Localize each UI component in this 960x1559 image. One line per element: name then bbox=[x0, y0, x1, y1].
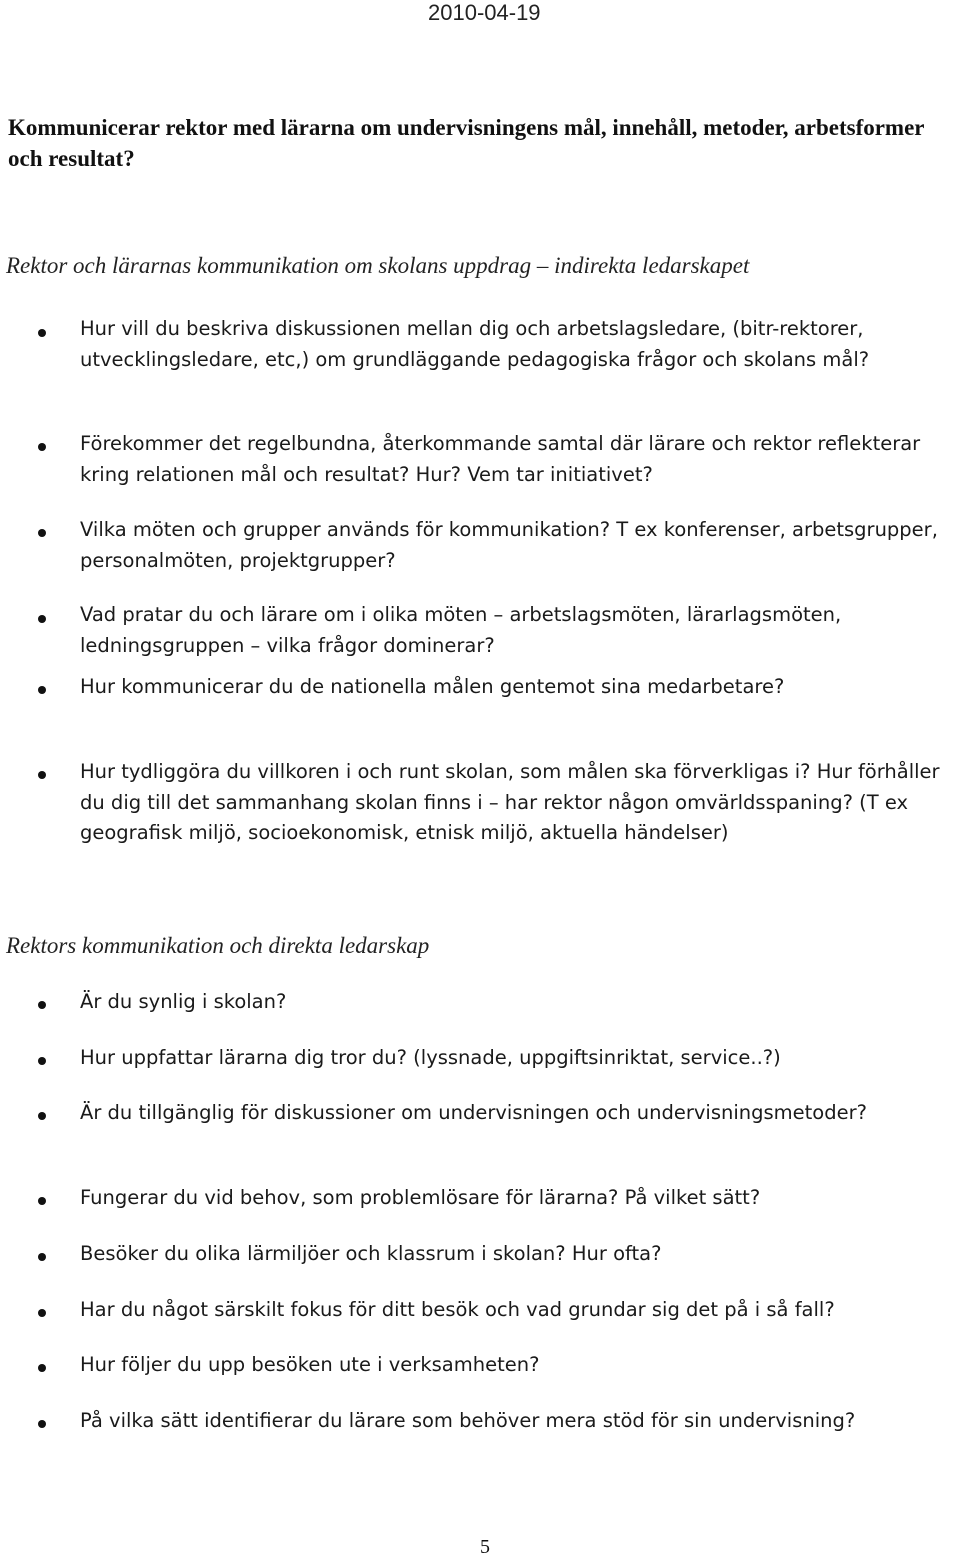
bullet-icon bbox=[38, 1197, 46, 1205]
list-item: Hur tydliggöra du villkoren i och runt skolan, som målen ska förverkligas i? Hur förhåller du dig till det sammanhang skolan finns i – har rektor någon omvärldsspaning? (T ex geografisk miljö, socioekonomisk, etnisk miljö, aktuella händelser) bbox=[80, 760, 940, 844]
page-number: 5 bbox=[480, 1536, 490, 1558]
header-date: 2010-04-19 bbox=[428, 0, 541, 25]
bullet-icon bbox=[38, 1112, 46, 1120]
list-item: Hur kommunicerar du de nationella målen gentemot sina medarbetare? bbox=[80, 675, 785, 698]
bullet-icon bbox=[38, 686, 46, 694]
section-heading-direct: Rektors kommunikation och direkta ledarskap bbox=[6, 933, 430, 958]
list-item: Vad pratar du och lärare om i olika möten – arbetslagsmöten, lärarlagsmöten, ledningsgruppen – vilka frågor dominerar? bbox=[80, 603, 842, 657]
main-question-heading: Kommunicerar rektor med lärarna om undervisningens mål, innehåll, metoder, arbetsformer och resultat? bbox=[8, 115, 925, 171]
list-item: Besöker du olika lärmiljöer och klassrum i skolan? Hur ofta? bbox=[80, 1242, 662, 1265]
section-heading-indirect: Rektor och lärarnas kommunikation om skolans uppdrag – indirekta ledarskapet bbox=[6, 253, 750, 278]
list-item: Vilka möten och grupper används för kommunikation? T ex konferenser, arbetsgrupper, personalmöten, projektgrupper? bbox=[80, 518, 938, 572]
list-item: Hur vill du beskriva diskussionen mellan dig och arbetslagsledare, (bitr-rektorer, utvecklingsledare, etc,) om grundläggande pedagogiska frågor och skolans mål? bbox=[80, 317, 870, 371]
bullet-icon bbox=[38, 329, 46, 337]
list-item: Är du synlig i skolan? bbox=[80, 990, 287, 1013]
bullet-icon bbox=[38, 771, 46, 779]
bullet-icon bbox=[38, 1364, 46, 1372]
bullet-icon bbox=[38, 615, 46, 623]
bullet-icon bbox=[38, 1001, 46, 1009]
bullet-icon bbox=[38, 1253, 46, 1261]
bullet-icon bbox=[38, 529, 46, 537]
bullet-icon bbox=[38, 1057, 46, 1065]
list-item: På vilka sätt identifierar du lärare som behöver mera stöd för sin undervisning? bbox=[80, 1409, 856, 1432]
bullet-icon bbox=[38, 443, 46, 451]
bullet-icon bbox=[38, 1309, 46, 1317]
list-item: Fungerar du vid behov, som problemlösare för lärarna? På vilket sätt? bbox=[80, 1186, 761, 1209]
list-item: Hur uppfattar lärarna dig tror du? (lyssnade, uppgiftsinriktat, service..?) bbox=[80, 1046, 781, 1069]
list-item: Har du något särskilt fokus för ditt besök och vad grundar sig det på i så fall? bbox=[80, 1298, 835, 1321]
list-item: Förekommer det regelbundna, återkommande samtal där lärare och rektor reflekterar kring relationen mål och resultat? Hur? Vem tar initiativet? bbox=[80, 432, 921, 486]
list-item: Är du tillgänglig för diskussioner om undervisningen och undervisningsmetoder? bbox=[80, 1101, 867, 1124]
list-item: Hur följer du upp besöken ute i verksamheten? bbox=[80, 1353, 540, 1376]
bullet-icon bbox=[38, 1420, 46, 1428]
